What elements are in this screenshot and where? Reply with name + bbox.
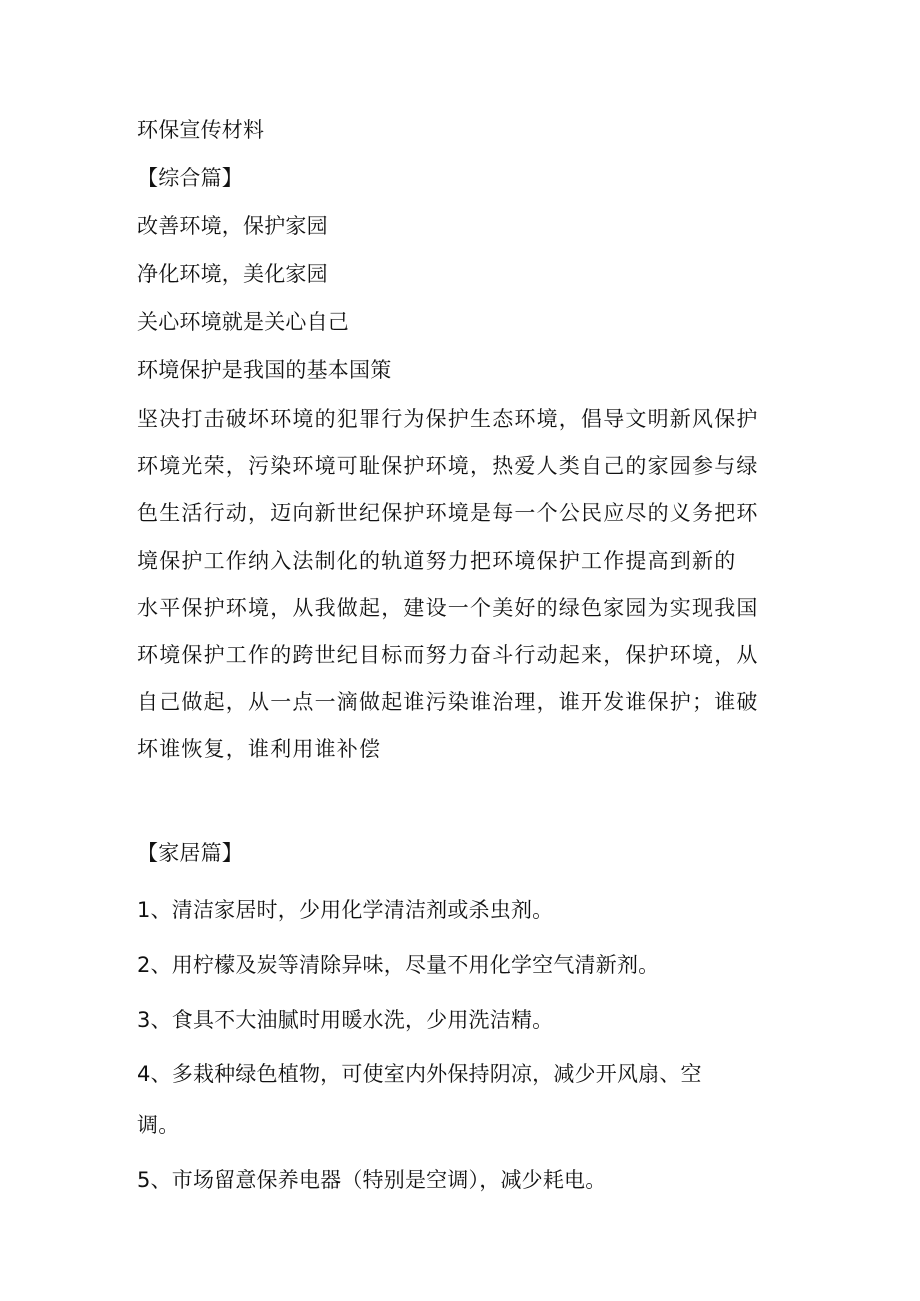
list-item: 1、清洁家居时，少用化学清洁剂或杀虫剂。 [137,898,554,922]
slogan-line: 改善环境，保护家园 [137,214,328,238]
paragraph-line: 坏谁恢复，谁利用谁补偿 [137,737,382,762]
slogan-line: 关心环境就是关心自己 [137,310,349,334]
paragraph-line: 色生活行动，迈向新世纪保护环境是每一个公民应尽的义务把环 [137,501,759,526]
document-title: 环保宣传材料 [137,118,265,142]
paragraph-line: 境保护工作纳入法制化的轨道努力把环境保护工作提高到新的 [137,548,737,573]
slogan-line: 环境保护是我国的基本国策 [137,358,392,382]
general-paragraph [137,396,797,774]
slogan-line: 净化环境，美化家园 [137,262,328,286]
section-heading-home: 【家居篇】 [137,841,243,865]
paragraph-line: 环境保护工作的跨世纪目标而努力奋斗行动起来，保护环境，从 [137,643,759,668]
paragraph-line: 坚决打击破坏环境的犯罪行为保护生态环境，倡导文明新风保护 [137,407,759,431]
paragraph-line: 环境光荣，污染环境可耻保护环境，热爱人类自己的家园参与绿 [137,454,759,479]
list-item: 3、食具不大油腻时用暖水洗，少用洗洁精。 [137,1008,554,1032]
list-item: 4、多栽种绿色植物，可使室内外保持阴凉，减少开风扇、空 [137,1062,702,1086]
paragraph-line: 水平保护环境，从我做起，建设一个美好的绿色家园为实现我国 [137,595,759,620]
section-heading-general: 【综合篇】 [137,166,243,190]
paragraph-line: 自己做起，从一点一滴做起谁污染谁治理，谁开发谁保护；谁破 [137,690,759,715]
list-item-continuation: 调。 [137,1113,180,1137]
list-item: 5、市场留意保养电器（特别是空调），减少耗电。 [137,1168,607,1192]
list-item: 2、用柠檬及炭等清除异味，尽量不用化学空气清新剂。 [137,953,660,977]
